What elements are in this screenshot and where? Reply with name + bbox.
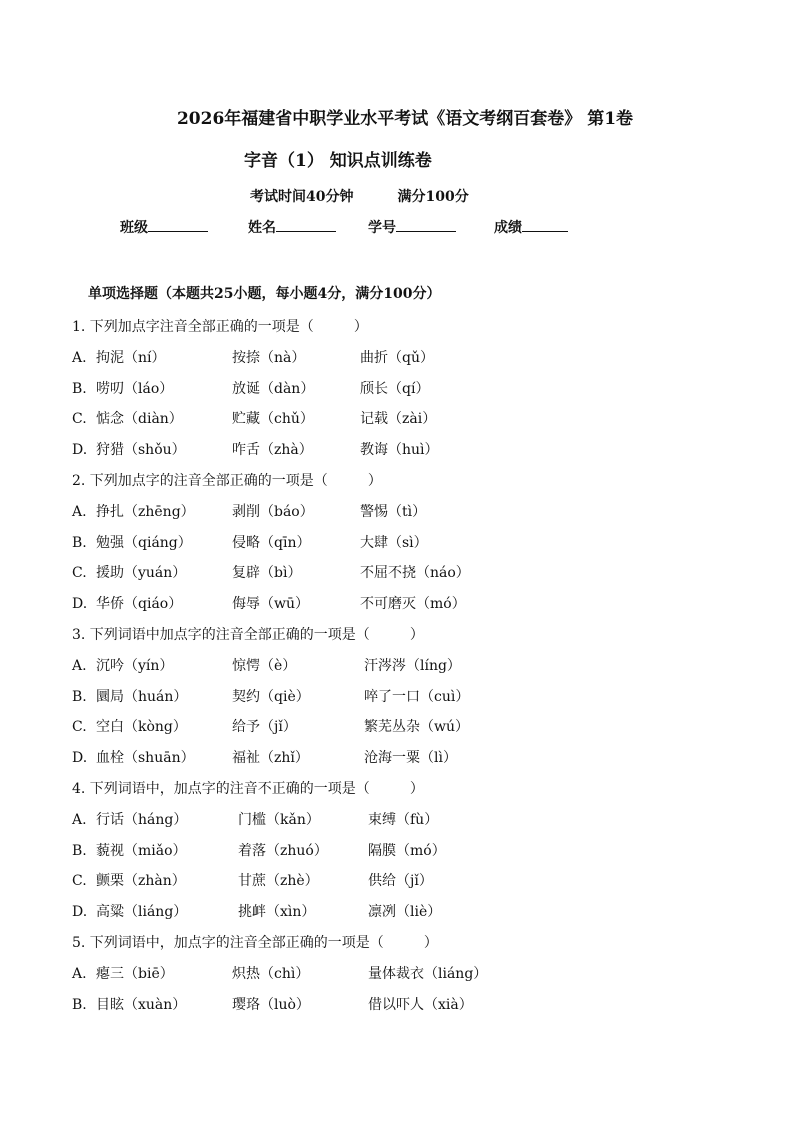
question-stem-text: 5. 下列词语中，加点字的注音全部正确的一项是（ <box>72 934 384 951</box>
option-row[interactable] <box>72 558 772 589</box>
option-label: A. <box>72 349 87 366</box>
option-word: 炽热（chì） <box>232 965 310 982</box>
option-label: A. <box>72 965 87 982</box>
option-word: 唠叨（láo） <box>96 380 174 397</box>
option-row[interactable] <box>72 959 772 990</box>
question-stem <box>72 774 772 805</box>
option-word: 曲折（qǔ） <box>360 349 434 366</box>
option-row[interactable] <box>72 497 772 528</box>
option-word: 高粱（liáng） <box>96 904 188 921</box>
option-label: D. <box>72 442 88 459</box>
option-word: 惦念（diàn） <box>96 411 183 428</box>
option-word: 瘪三（biē） <box>96 965 174 982</box>
option-label: C. <box>72 411 87 428</box>
option-word: 挑衅（xìn） <box>238 904 316 921</box>
option-word: 藐视（miǎo） <box>96 842 187 859</box>
option-word: 贮藏（chǔ） <box>232 411 314 428</box>
question-stem-text: 4. 下列词语中，加点字的注音不正确的一项是（ <box>72 780 370 797</box>
option-label: C. <box>72 565 87 582</box>
option-word: 借以吓人（xià） <box>368 996 473 1013</box>
question-stem <box>72 312 772 343</box>
info-grade-blank[interactable] <box>522 217 568 232</box>
info-id <box>368 217 456 237</box>
exam-subtitle: 字音（1） 知识点训练卷 <box>244 151 432 171</box>
option-word: 复辟（bì） <box>232 565 302 582</box>
option-word: 大肆（sì） <box>360 534 428 551</box>
option-word: 着落（zhuó） <box>238 842 328 859</box>
option-word: 侵略（qīn） <box>232 534 311 551</box>
option-word: 放诞（dàn） <box>232 380 315 397</box>
option-word: 供给（jǐ） <box>368 873 433 890</box>
option-word: 挣扎（zhēng） <box>96 503 195 520</box>
option-word: 狩猎（shǒu） <box>96 442 186 459</box>
option-label: A. <box>72 811 87 828</box>
option-word: 血栓（shuān） <box>96 750 195 767</box>
option-label: B. <box>72 534 87 551</box>
option-row[interactable] <box>72 589 772 620</box>
option-word: 剥削（báo） <box>232 503 314 520</box>
student-info-row <box>120 217 608 237</box>
info-class-blank[interactable] <box>148 217 208 232</box>
question-stem-end: ） <box>367 472 382 489</box>
option-label: B. <box>72 842 87 859</box>
question-stem <box>72 620 772 651</box>
option-word: 记载（zài） <box>360 411 437 428</box>
option-row[interactable] <box>72 528 772 559</box>
exam-title: 2026年福建省中职学业水平考试《语文考纲百套卷》 第1卷 <box>176 109 634 129</box>
info-name-blank[interactable] <box>276 217 336 232</box>
option-word: 给予（jǐ） <box>232 719 297 736</box>
option-word: 颀长（qí） <box>360 380 430 397</box>
question-stem-end: ） <box>409 626 424 643</box>
option-word: 惊愕（è） <box>232 657 297 674</box>
option-row[interactable] <box>72 897 772 928</box>
option-word: 契约（qiè） <box>232 688 310 705</box>
option-row[interactable] <box>72 435 772 466</box>
option-word: 华侨（qiáo） <box>96 596 183 613</box>
option-word: 甘蔗（zhè） <box>238 873 319 890</box>
question-stem <box>72 928 772 959</box>
option-word: 按捺（nà） <box>232 349 306 366</box>
option-word: 沧海一粟（lì） <box>364 750 457 767</box>
option-word: 门槛（kǎn） <box>238 811 320 828</box>
option-word: 目眩（xuàn） <box>96 996 187 1013</box>
option-word: 不屈不挠（náo） <box>360 565 470 582</box>
option-word: 福祉（zhǐ） <box>232 750 309 767</box>
option-word: 隔膜（mó） <box>368 842 446 859</box>
option-row[interactable] <box>72 805 772 836</box>
option-word: 量体裁衣（liáng） <box>368 965 488 982</box>
question-stem-text: 1. 下列加点字注音全部正确的一项是（ <box>72 319 314 335</box>
option-label: B. <box>72 996 87 1013</box>
question-stem-end: ） <box>423 934 438 951</box>
option-row[interactable] <box>72 866 772 897</box>
option-row[interactable] <box>72 374 772 405</box>
option-word: 侮辱（wū） <box>232 596 309 613</box>
option-word: 教诲（huì） <box>360 442 439 459</box>
info-class-label: 班级 <box>120 220 148 236</box>
option-label: A. <box>72 503 87 520</box>
question-stem-end: ） <box>409 780 424 797</box>
option-label: B. <box>72 380 87 397</box>
info-grade <box>494 217 568 237</box>
exam-time: 考试时间40分钟 <box>250 189 354 205</box>
exam-meta <box>250 186 469 206</box>
option-word: 勉强（qiáng） <box>96 534 192 551</box>
option-word: 警惕（tì） <box>360 503 427 520</box>
option-word: 啐了一口（cuì） <box>364 688 470 705</box>
question-list <box>72 312 772 1020</box>
option-word: 沉吟（yín） <box>96 657 174 674</box>
option-word: 颤栗（zhàn） <box>96 873 186 890</box>
option-row[interactable] <box>72 343 772 374</box>
option-word: 援助（yuán） <box>96 565 187 582</box>
exam-score: 满分100分 <box>397 189 469 205</box>
option-row[interactable] <box>72 712 772 743</box>
option-label: D. <box>72 596 88 613</box>
option-row[interactable] <box>72 404 772 435</box>
option-word: 束缚（fù） <box>368 811 439 828</box>
option-word: 璎珞（luò） <box>232 996 310 1013</box>
option-word: 繁芜丛杂（wú） <box>364 719 469 736</box>
question-stem <box>72 466 772 497</box>
info-class <box>120 217 208 237</box>
info-grade-label: 成绩 <box>494 220 522 236</box>
option-word: 咋舌（zhà） <box>232 442 313 459</box>
option-row[interactable] <box>72 836 772 867</box>
option-word: 不可磨灭（mó） <box>360 596 466 613</box>
option-label: C. <box>72 873 87 890</box>
option-word: 圜局（huán） <box>96 688 188 705</box>
option-row[interactable] <box>72 682 772 713</box>
info-id-blank[interactable] <box>396 217 456 232</box>
option-word: 行话（háng） <box>96 811 188 828</box>
option-word: 凛冽（liè） <box>368 904 442 921</box>
question-stem-text: 3. 下列词语中加点字的注音全部正确的一项是（ <box>72 626 370 643</box>
option-label: D. <box>72 904 88 921</box>
question-stem-end: ） <box>353 319 368 335</box>
option-word: 空白（kòng） <box>96 719 187 736</box>
option-row[interactable] <box>72 743 772 774</box>
info-id-label: 学号 <box>368 220 396 236</box>
option-label: C. <box>72 719 87 736</box>
option-label: A. <box>72 657 87 674</box>
info-name <box>248 217 336 237</box>
option-label: D. <box>72 750 88 767</box>
option-word: 汗涔涔（líng） <box>364 657 461 674</box>
info-name-label: 姓名 <box>248 220 276 236</box>
section-title: 单项选择题（本题共25小题，每小题4分，满分100分） <box>88 286 441 302</box>
option-label: B. <box>72 688 87 705</box>
option-word: 拘泥（ní） <box>96 349 166 366</box>
option-row[interactable] <box>72 990 772 1021</box>
question-stem-text: 2. 下列加点字的注音全部正确的一项是（ <box>72 472 328 489</box>
option-row[interactable] <box>72 651 772 682</box>
